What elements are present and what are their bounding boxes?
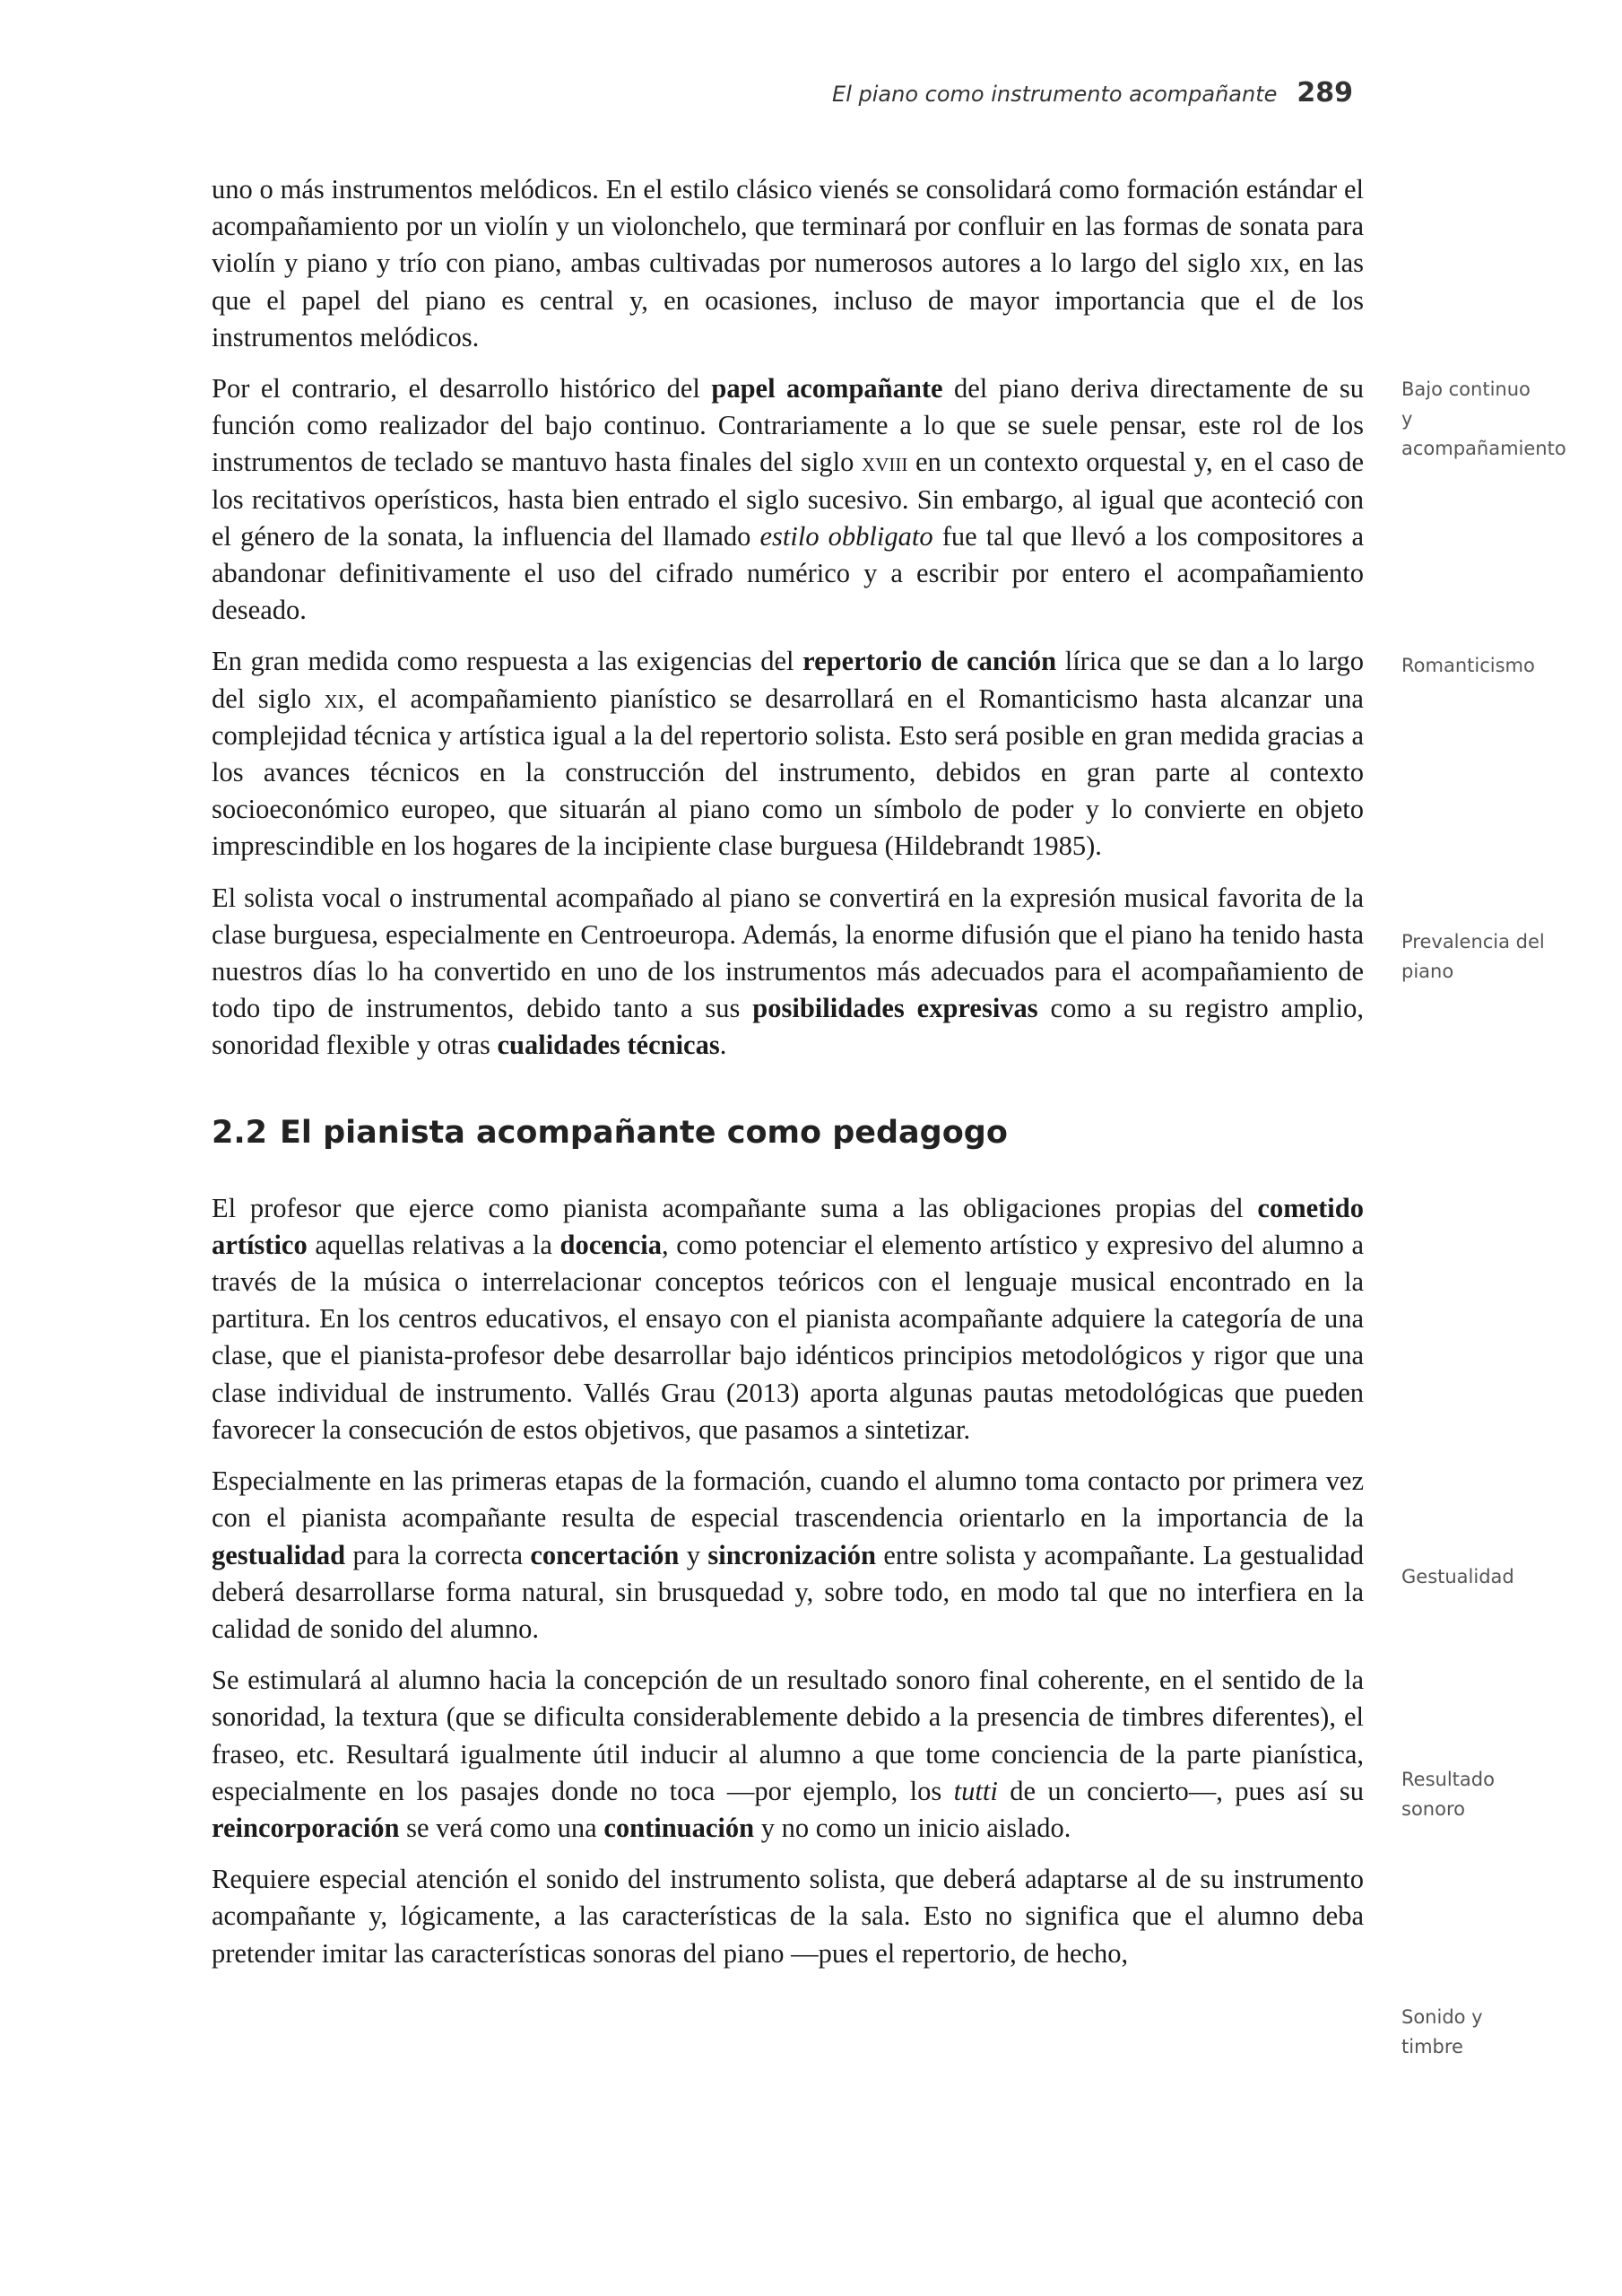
margin-note-romanticismo: Romanticismo [1401,655,1535,676]
margin-note-prevalencia: Prevalencia del piano [1401,931,1545,982]
paragraph-5: El profesor que ejerce como pianista acompañante suma a las obligaciones propias del cometido artístico aquellas relativas a la docencia, como potenciar el elemento artístico y expresivo del alumno a través de la música o interrelacionar conceptos teóricos con el lenguaje musical encontrado en la partitura. En los centros educativos, el ensayo con el pianista acompañante adquiere la categoría de una clase, que el pianista-profesor debe desarrollar bajo idénticos principios metodológicos y rigor que una clase individual de instrumento. Vallés Grau (2013) aporta algunas pautas metodológicas que pueden favorecer la consecución de estos objetivos, que pasamos a sintetizar. [212,1192,1364,1445]
margin-note-sonido-timbre: Sonido y timbre [1401,2006,1483,2057]
paragraph-4: El solista vocal o instrumental acompañado al piano se convertirá en la expresión musical favorita de la clase burguesa, especialmente en Centroeuropa. Además, la enorme difusión que el piano ha tenido hasta nuestros días lo ha convertido en uno de los instrumentos más adecuados para el acompañamiento de todo tipo de instrumentos, debido tanto a sus posibilidades expresivas como a su registro amplio, sonoridad flexible y otras cualidades técnicas. [212,882,1365,1061]
main-text [212,171,1364,1987]
paragraph-1: uno o más instrumentos melódicos. En el estilo clásico vienés se consolidará como formación estándar el acompañamiento por un violín y un violonchelo, que terminará por confluir en las formas de sonata para violín y piano y trío con piano, ambas cultivadas por numerosos autores a lo largo del siglo xix, en las que el papel del piano es central y, en ocasiones, incluso de mayor importancia que el de los instrumentos melódicos. [212,174,1364,352]
margin-note-gestualidad: Gestualidad [1401,1566,1514,1587]
section-title: El pianista acompañante como pedagogo [280,1114,1008,1151]
section-heading [212,1113,1364,1152]
running-header [832,77,1353,109]
paragraph-7: Se estimulará al alumno hacia la concepción de un resultado sonoro final coherente, en el sentido de la sonoridad, la textura (que se dificulta considerablemente debido a la presencia de timbres diferentes), el fraseo, etc. Resultará igualmente útil inducir al alumno a que tome conciencia de la parte pianística, especialmente en los pasajes donde no toca —por ejemplo, los tutti de un concierto—, pues así su reincorporación se verá como una continuación y no como un inicio aislado. [212,1665,1364,1843]
paragraph-3: En gran medida como respuesta a las exigencias del repertorio de canción lírica que se dan a lo largo del siglo xix, el acompañamiento pianístico se desarrollará en el Romanticismo hasta alcanzar una complejidad técnica y artística igual a la del repertorio solista. Esto será posible en gran medida gracias a los avances técnicos en la construcción del instrumento, debidos en gran parte al contexto socioeconómico europeo, que situarán al piano como un símbolo de poder y lo convierte en objeto imprescindible en los hogares de la incipiente clase burguesa (Hildebrandt 1985). [212,646,1365,862]
margin-note-resultado-sonoro: Resultado sonoro [1401,1769,1495,1820]
paragraph-8: Requiere especial atención el sonido del instrumento solista, que deberá adaptarse al de su instrumento acompañante y, lógicamente, a las características de la sala. Esto no significa que el alumno deba pretender imitar las características sonoras del piano —pues el repertorio, de hecho, [212,1864,1364,1969]
section-number: 2.2 [212,1114,268,1151]
margin-note-bajo-continuo: Bajo continuo y acompañamiento [1401,378,1566,459]
page-number: 289 [1297,77,1353,109]
paragraph-2: Por el contrario, el desarrollo histórico del papel acompañante del piano deriva directamente de su función como realizador del bajo continuo. Contrariamente a lo que se suele pensar, este rol de los instrumentos de teclado se mantuvo hasta finales del siglo xviii en un contexto orquestal y, en el caso de los recitativos operísticos, hasta bien entrado el siglo sucesivo. Sin embargo, al igual que aconteció con el género de la sonata, la influencia del llamado estilo obbligato fue tal que llevó a los compositores a abandonar definitivamente el uso del cifrado numérico y a escribir por entero el acompañamiento deseado. [212,373,1365,626]
running-title: El piano como instrumento acompañante [832,82,1278,107]
paragraph-6: Especialmente en las primeras etapas de la formación, cuando el alumno toma contacto por primera vez con el pianista acompañante resulta de especial trascendencia orientarlo en la importancia de la gestualidad para la correcta concertación y sincronización entre solista y acompañante. La gestualidad deberá desarrollarse forma natural, sin brusquedad y, sobre todo, en modo tal que no interfiera en la calidad de sonido del alumno. [212,1465,1365,1644]
